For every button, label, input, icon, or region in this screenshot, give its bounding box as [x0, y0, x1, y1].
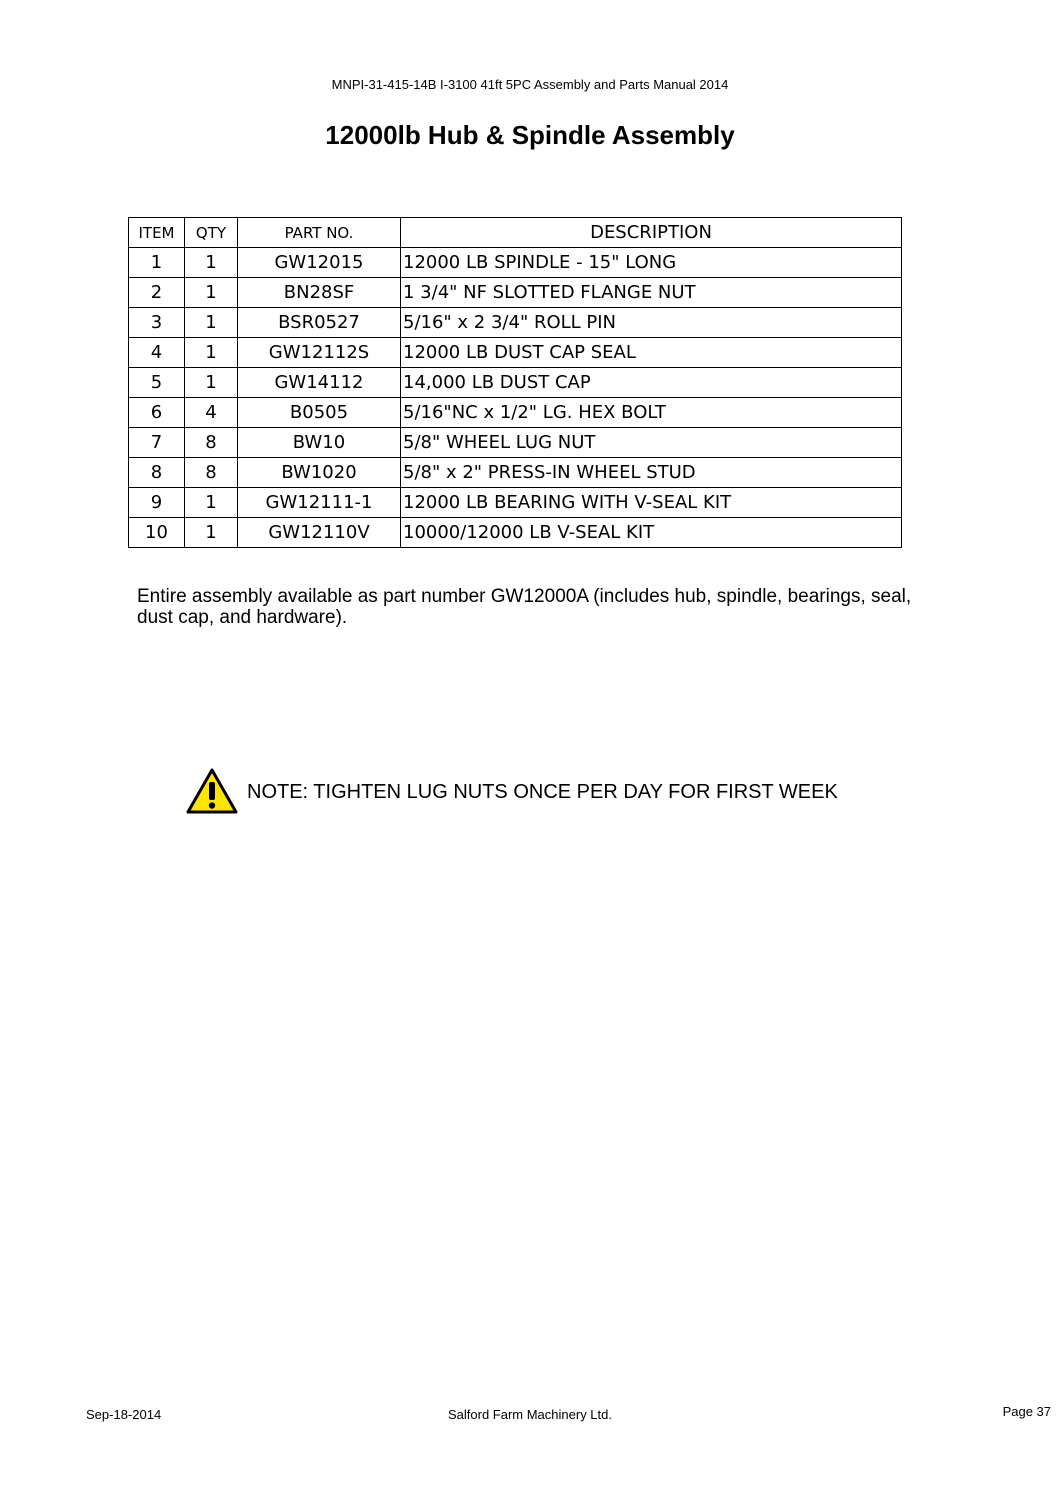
description-cell: 5/8" WHEEL LUG NUT [401, 428, 902, 458]
table-row [129, 338, 902, 368]
item-cell: 10 [129, 518, 185, 548]
qty-cell: 1 [185, 278, 238, 308]
item-cell: 3 [129, 308, 185, 338]
table-row [129, 308, 902, 338]
description-cell: 14,000 LB DUST CAP [401, 368, 902, 398]
part-no-cell: GW12112S [238, 338, 401, 368]
footer-page-number: Page 37 [1002, 1404, 1051, 1419]
header-part-no: PART NO. [238, 218, 401, 248]
item-cell: 1 [129, 248, 185, 278]
table-row [129, 488, 902, 518]
table-header-row [129, 218, 902, 248]
part-no-cell: GW14112 [238, 368, 401, 398]
part-no-cell: BN28SF [238, 278, 401, 308]
table-row [129, 368, 902, 398]
part-no-cell: GW12015 [238, 248, 401, 278]
qty-cell: 1 [185, 308, 238, 338]
description-cell: 5/16"NC x 1/2" LG. HEX BOLT [401, 398, 902, 428]
header-qty: QTY [185, 218, 238, 248]
warning-note [186, 768, 838, 814]
qty-cell: 1 [185, 248, 238, 278]
item-cell: 9 [129, 488, 185, 518]
table-row [129, 518, 902, 548]
warning-text: NOTE: TIGHTEN LUG NUTS ONCE PER DAY FOR FIRST WEEK [247, 780, 838, 803]
item-cell: 8 [129, 458, 185, 488]
description-cell: 12000 LB DUST CAP SEAL [401, 338, 902, 368]
item-cell: 5 [129, 368, 185, 398]
part-no-cell: BSR0527 [238, 308, 401, 338]
footer-company: Salford Farm Machinery Ltd. [447, 1407, 612, 1422]
table-row [129, 248, 902, 278]
part-no-cell: BW10 [238, 428, 401, 458]
description-cell: 10000/12000 LB V-SEAL KIT [401, 518, 902, 548]
item-cell: 4 [129, 338, 185, 368]
table-row [129, 428, 902, 458]
warning-icon [186, 768, 238, 814]
table-row [129, 398, 902, 428]
description-cell: 1 3/4" NF SLOTTED FLANGE NUT [401, 278, 902, 308]
table-row [129, 278, 902, 308]
qty-cell: 1 [185, 518, 238, 548]
description-cell: 12000 LB BEARING WITH V-SEAL KIT [401, 488, 902, 518]
header-description: DESCRIPTION [401, 218, 902, 248]
header-item: ITEM [129, 218, 185, 248]
item-cell: 2 [129, 278, 185, 308]
parts-table-body [129, 248, 902, 548]
part-no-cell: GW12111-1 [238, 488, 401, 518]
qty-cell: 8 [185, 458, 238, 488]
manual-header: MNPI-31-415-14B I-3100 41ft 5PC Assembly and Parts Manual 2014 [331, 77, 729, 92]
qty-cell: 1 [185, 368, 238, 398]
footer-date: Sep-18-2014 [86, 1407, 162, 1422]
item-cell: 6 [129, 398, 185, 428]
qty-cell: 1 [185, 488, 238, 518]
qty-cell: 4 [185, 398, 238, 428]
page-title: 12000lb Hub & Spindle Assembly [325, 120, 735, 150]
part-no-cell: BW1020 [238, 458, 401, 488]
description-cell: 5/8" x 2" PRESS-IN WHEEL STUD [401, 458, 902, 488]
assembly-note: Entire assembly available as part number GW12000A (includes hub, spindle, bearings, seal, dust cap, and hardware). [137, 586, 912, 628]
parts-table [128, 217, 902, 548]
qty-cell: 8 [185, 428, 238, 458]
part-no-cell: GW12110V [238, 518, 401, 548]
qty-cell: 1 [185, 338, 238, 368]
description-cell: 12000 LB SPINDLE - 15" LONG [401, 248, 902, 278]
table-row [129, 458, 902, 488]
part-no-cell: B0505 [238, 398, 401, 428]
description-cell: 5/16" x 2 3/4" ROLL PIN [401, 308, 902, 338]
item-cell: 7 [129, 428, 185, 458]
